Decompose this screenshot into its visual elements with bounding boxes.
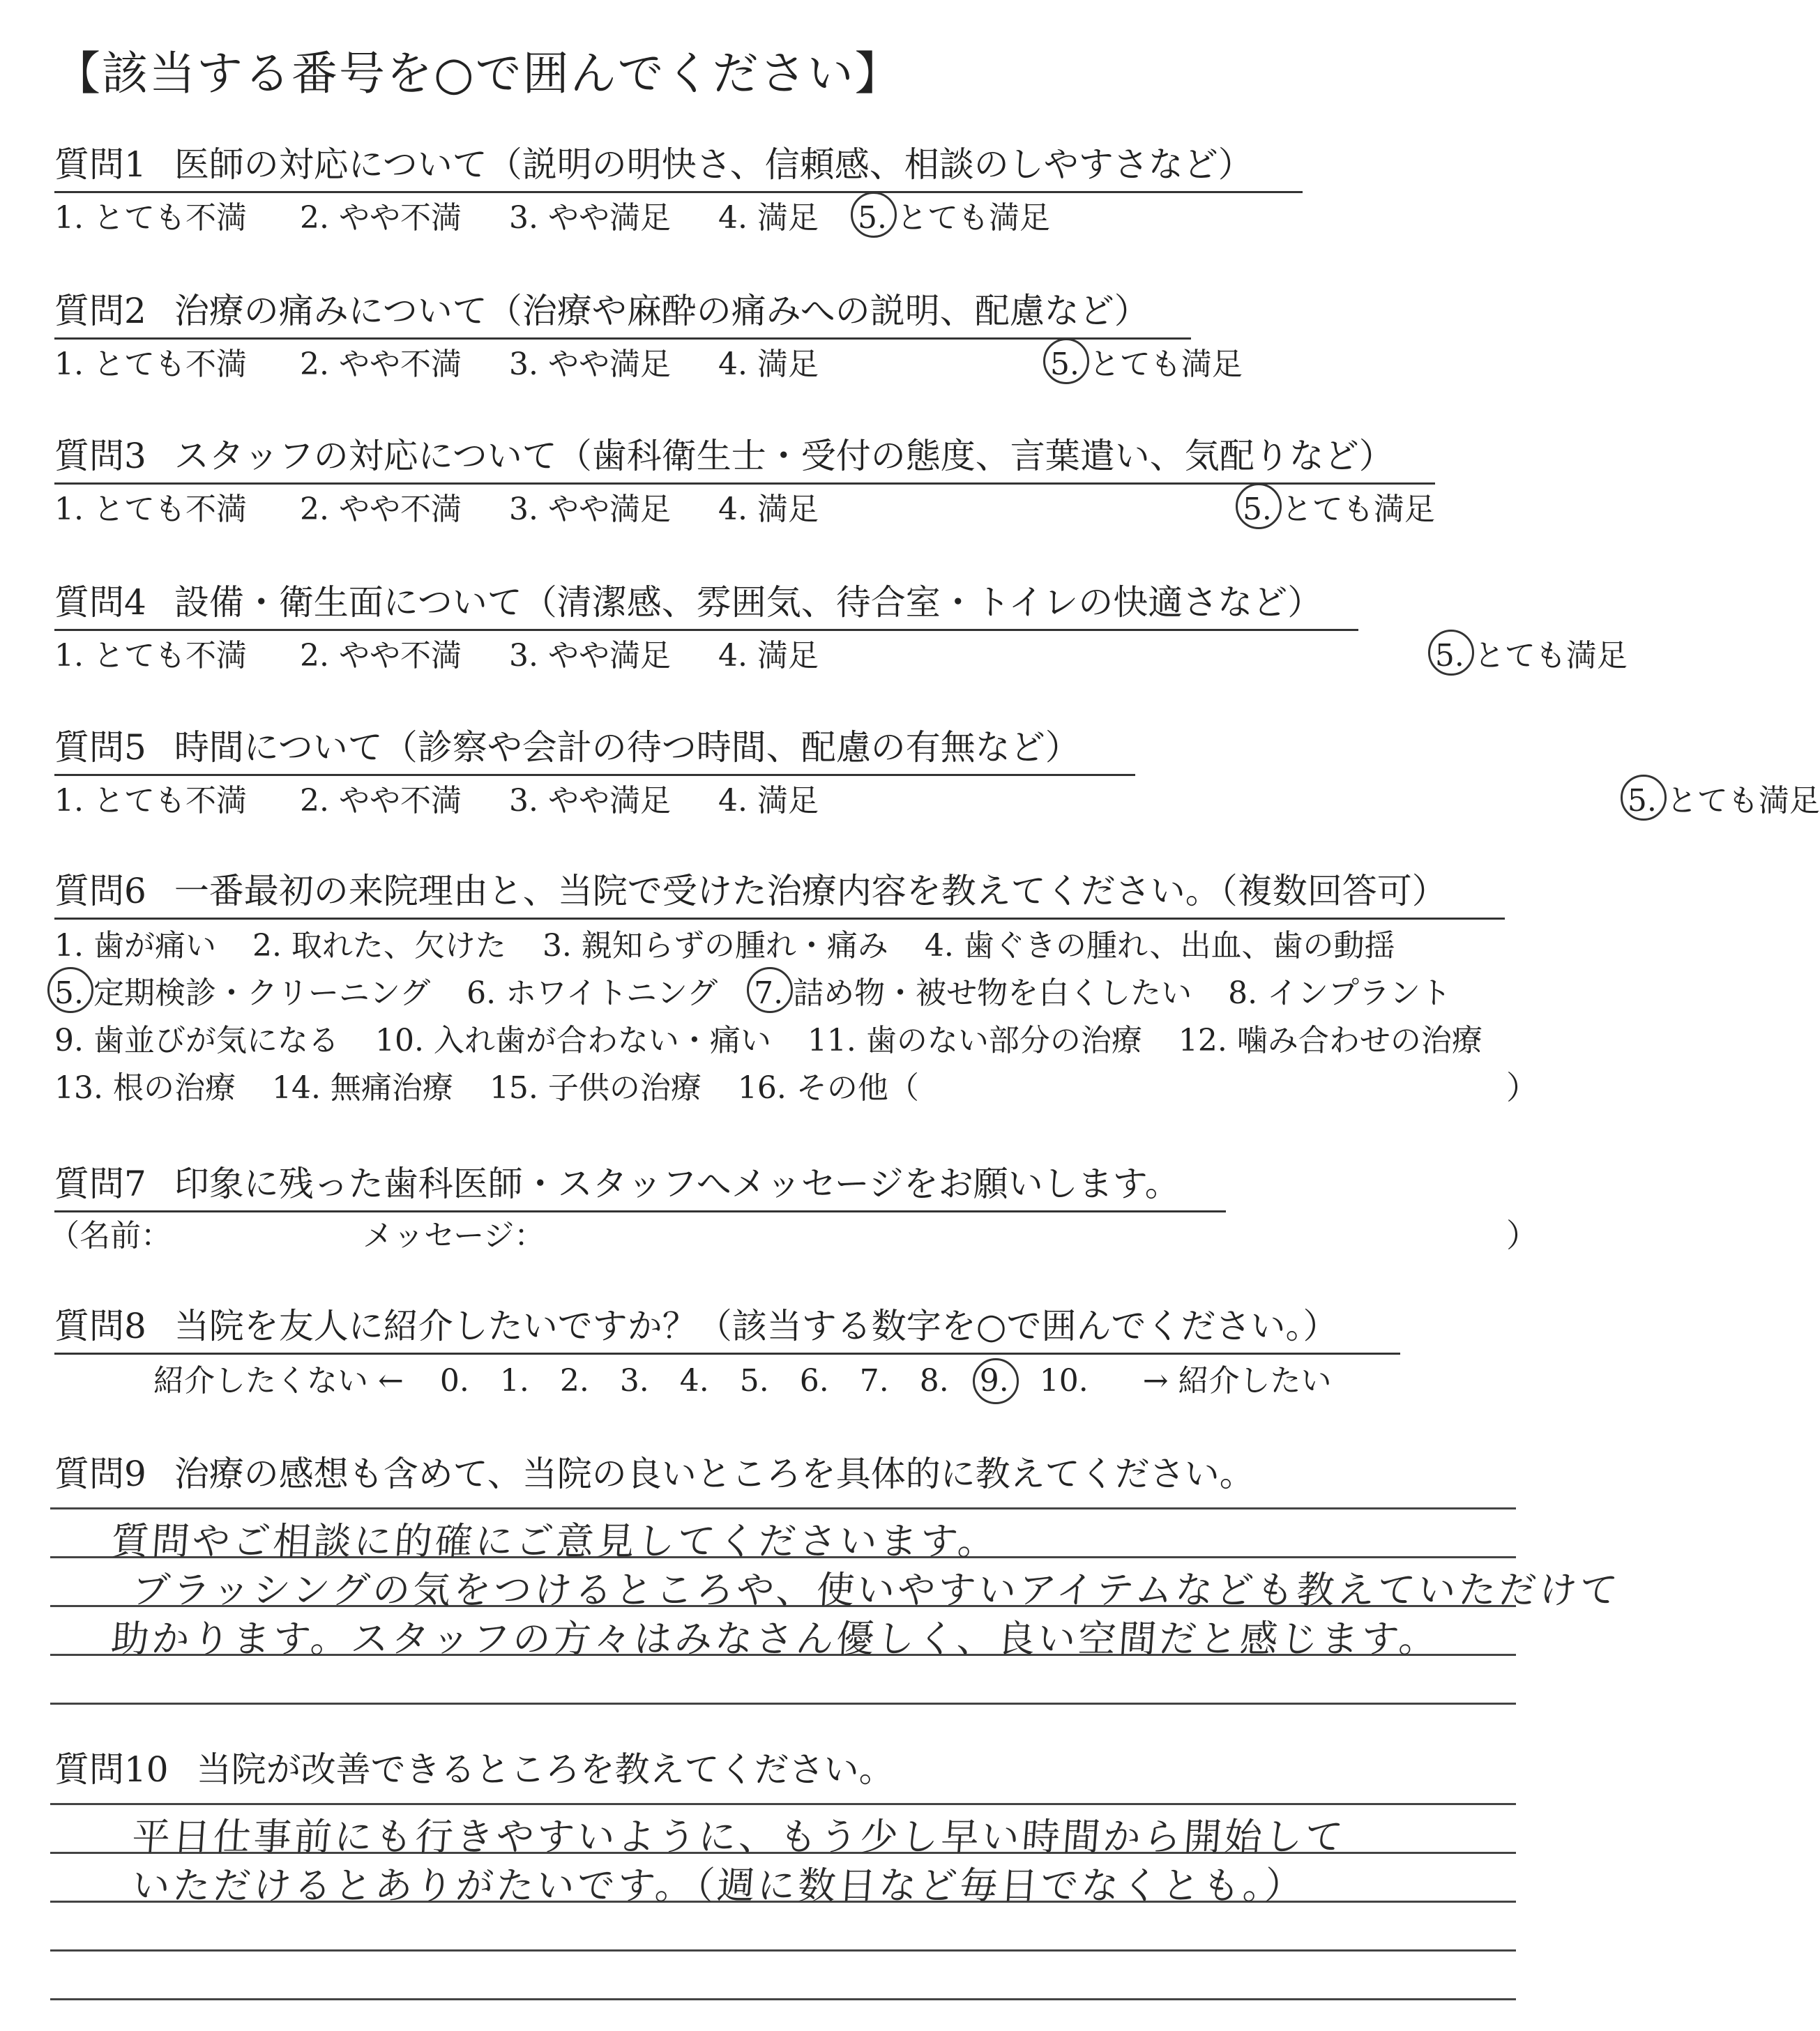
q6-option-14[interactable]: 14. 無痛治療	[271, 1070, 453, 1106]
q1-number: 質問1	[54, 144, 146, 185]
q8-scale-3[interactable]: 3.	[619, 1363, 649, 1399]
q4-option-2[interactable]: 2. やや不満	[300, 638, 462, 674]
q1-title	[54, 137, 1303, 193]
q6-row-2	[54, 968, 1478, 1012]
q5-option-5-selected[interactable]: 5. とても満足	[1628, 775, 1820, 820]
q9-number: 質問9	[54, 1454, 146, 1494]
q6-title	[54, 863, 1505, 920]
q10-number: 質問10	[54, 1749, 169, 1790]
q10-answer-text-2: いただけるとありがたいです。（週に数日など毎日でなくとも。）	[130, 1864, 1307, 1908]
q5-option-2[interactable]: 2. やや不満	[300, 783, 462, 819]
q4-text: 設備・衛生面について（清潔感、雰囲気、待合室・トイレの快適さなど）	[174, 582, 1323, 623]
q5-option-1[interactable]: 1. とても不満	[54, 783, 247, 819]
q9-answer-line-5	[50, 1703, 1516, 1705]
q9-answer-line-1	[50, 1507, 1516, 1509]
q2-option-3[interactable]: 3. やや満足	[509, 347, 671, 382]
q1-text: 医師の対応について（説明の明快さ、信頼感、相談のしやすさなど）	[174, 144, 1253, 185]
q6-option-9[interactable]: 9. 歯並びが気になる	[54, 1023, 339, 1058]
q6-number: 質問6	[54, 871, 146, 911]
q3-number: 質問3	[54, 436, 146, 476]
q2-option-1[interactable]: 1. とても不満	[54, 347, 247, 382]
q9-answer-text-3: 助かります。スタッフの方々はみなさん優しく、良い空間だと感じます。	[109, 1617, 1441, 1661]
q6-option-16[interactable]: 16. その他（	[737, 1070, 919, 1106]
q6-option-2[interactable]: 2. 取れた、欠けた	[252, 928, 506, 964]
q6-option-4[interactable]: 4. 歯ぐきの腫れ、出血、歯の動揺	[924, 928, 1395, 964]
q4-option-1[interactable]: 1. とても不満	[54, 638, 247, 674]
q8-scale-8[interactable]: 8.	[919, 1363, 949, 1399]
q2-option-4[interactable]: 4. 満足	[718, 347, 819, 382]
q6-close-paren: ）	[1506, 1069, 1538, 1106]
q2-text: 治療の痛みについて（治療や麻酔の痛みへの説明、配慮など）	[174, 291, 1149, 331]
q8-scale-4[interactable]: 4.	[679, 1363, 709, 1399]
q3-option-2[interactable]: 2. やや不満	[300, 492, 462, 527]
q8-scale-7[interactable]: 7.	[859, 1363, 889, 1399]
q8-number: 質問8	[54, 1306, 146, 1346]
q10-text: 当院が改善できるところを教えてください。	[196, 1749, 894, 1790]
q7-close-paren: ）	[1506, 1217, 1538, 1254]
q4-option-3[interactable]: 3. やや満足	[509, 638, 671, 674]
q6-option-5-selected[interactable]: 5. 定期検診・クリーニング	[54, 968, 430, 1012]
q1-option-5-selected[interactable]: 5. とても満足	[858, 192, 1050, 237]
q8-right-label: → 紹介したい	[1142, 1363, 1332, 1399]
q6-text: 一番最初の来院理由と、当院で受けた治療内容を教えてください。（複数回答可）	[174, 871, 1447, 911]
q5-title	[54, 720, 1135, 776]
q1-option-1[interactable]: 1. とても不満	[54, 200, 247, 236]
q4-option-4[interactable]: 4. 満足	[718, 638, 819, 674]
q8-scale-0[interactable]: 0.	[439, 1363, 469, 1399]
q7-message-label: メッセージ：	[363, 1218, 545, 1254]
q4-option-5-selected[interactable]: 5. とても満足	[1435, 630, 1628, 675]
form-header: 【該当する番号を○で囲んでください】	[54, 47, 902, 100]
q8-scale-6[interactable]: 6.	[799, 1363, 829, 1399]
q8-scale-9-selected[interactable]: 9.	[979, 1363, 1009, 1399]
q1-option-3[interactable]: 3. やや満足	[509, 200, 671, 236]
q6-row-3	[54, 1015, 1509, 1060]
q6-row-4	[54, 1063, 946, 1107]
q8-scale	[153, 1355, 1332, 1400]
q9-answer-text-2: ブラッシングの気をつけるところや、使いやすいアイテムなども教えていただけて	[130, 1568, 1622, 1612]
q9-text: 治療の感想も含めて、当院の良いところを具体的に教えてください。	[174, 1454, 1254, 1494]
q3-option-4[interactable]: 4. 満足	[718, 492, 819, 527]
q1-option-2[interactable]: 2. やや不満	[300, 200, 462, 236]
q10-answer-text-1: 平日仕事前にも行きやすいように、もう少し早い時間から開始して	[130, 1815, 1347, 1859]
q10-answer-line-1	[50, 1803, 1516, 1805]
q6-option-8[interactable]: 8. インプラント	[1228, 975, 1452, 1011]
q6-option-13[interactable]: 13. 根の治療	[54, 1070, 236, 1106]
q8-scale-1[interactable]: 1.	[499, 1363, 529, 1399]
q9-answer-text-1: 質問やご相談に的確にご意見してくださいます。	[109, 1519, 1000, 1563]
q6-option-12[interactable]: 12. 噛み合わせの治療	[1178, 1023, 1482, 1058]
q5-option-4[interactable]: 4. 満足	[718, 783, 819, 819]
q4-number: 質問4	[54, 582, 146, 623]
q6-option-15[interactable]: 15. 子供の治療	[489, 1070, 702, 1106]
q3-option-1[interactable]: 1. とても不満	[54, 492, 247, 527]
q2-title	[54, 283, 1191, 340]
q8-scale-2[interactable]: 2.	[559, 1363, 589, 1399]
q10-answer-line-4	[50, 1949, 1516, 1952]
q2-option-2[interactable]: 2. やや不満	[300, 347, 462, 382]
q10-answer-line-5	[50, 1998, 1516, 2000]
q8-title	[54, 1298, 1400, 1355]
q7-text: 印象に残った歯科医師・スタッフへメッセージをお願いします。	[174, 1164, 1180, 1204]
q6-option-10[interactable]: 10. 入れ歯が合わない・痛い	[374, 1023, 771, 1058]
q6-option-11[interactable]: 11. 歯のない部分の治療	[807, 1023, 1142, 1058]
q7-number: 質問7	[54, 1164, 146, 1204]
q7-title	[54, 1156, 1226, 1212]
q5-text: 時間について（診察や会計の待つ時間、配慮の有無など）	[174, 727, 1080, 768]
q6-option-1[interactable]: 1. 歯が痛い	[54, 928, 216, 964]
q8-left-label: 紹介したくない ←	[153, 1363, 404, 1399]
q3-option-5-selected[interactable]: 5. とても満足	[1243, 484, 1435, 528]
q5-number: 質問5	[54, 727, 146, 768]
q6-option-7-selected[interactable]: 7. 詰め物・被せ物を白くしたい	[754, 968, 1192, 1012]
q6-row-1	[54, 920, 1422, 965]
q4-title	[54, 575, 1358, 631]
q6-option-6[interactable]: 6. ホワイトニング	[467, 975, 718, 1011]
q3-title	[54, 428, 1435, 485]
q7-name-label: （名前：	[49, 1218, 172, 1254]
q2-number: 質問2	[54, 291, 146, 331]
q2-option-5-selected[interactable]: 5. とても満足	[1050, 339, 1243, 383]
q3-text: スタッフの対応について（歯科衛生士・受付の態度、言葉遣い、気配りなど）	[174, 436, 1394, 476]
q8-scale-10[interactable]: 10.	[1039, 1363, 1089, 1399]
q9-title	[54, 1446, 1254, 1500]
q1-option-4[interactable]: 4. 満足	[718, 200, 819, 236]
q10-title	[54, 1742, 894, 1796]
q8-text: 当院を友人に紹介したいですか？（該当する数字を○で囲んでください。）	[174, 1306, 1338, 1346]
q6-option-3[interactable]: 3. 親知らずの腫れ・痛み	[542, 928, 888, 964]
q3-option-3[interactable]: 3. やや満足	[509, 492, 671, 527]
q5-option-3[interactable]: 3. やや満足	[509, 783, 671, 819]
q8-scale-5[interactable]: 5.	[739, 1363, 769, 1399]
